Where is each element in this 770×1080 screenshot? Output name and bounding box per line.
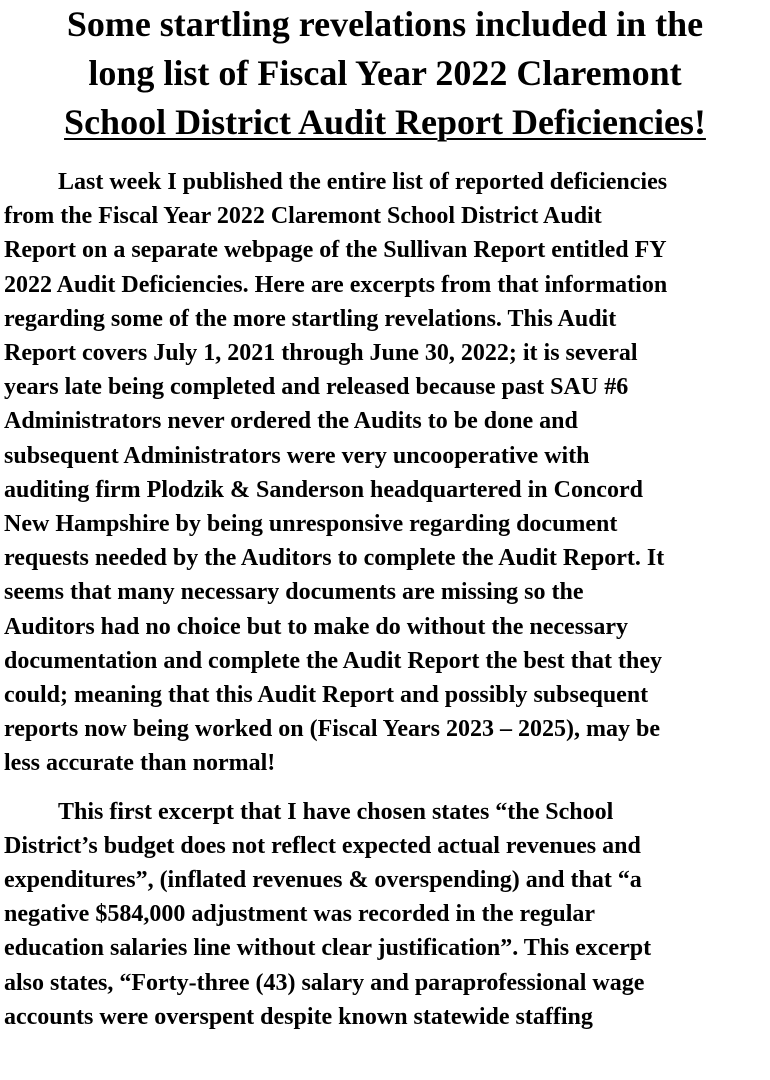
- article-title: [0, 0, 770, 147]
- text-line: Last week I published the entire list of reported deficiencies: [58, 169, 668, 195]
- text-line: documentation and complete the Audit Report the best that they: [4, 647, 662, 674]
- text-line: negative $584,000 adjustment was recorded in the regular: [4, 901, 596, 928]
- text-line: accounts were overspent despite known statewide staffing: [4, 1003, 593, 1030]
- text-line: auditing firm Plodzik & Sanderson headquartered in Concord: [4, 476, 643, 503]
- text-line: also states, “Forty-three (43) salary and paraprofessional wage: [4, 969, 645, 996]
- text-line: could; meaning that this Audit Report and possibly subsequent: [4, 682, 649, 709]
- text-line: subsequent Administrators were very uncooperative with: [4, 442, 590, 469]
- text-line: District’s budget does not reflect expected actual revenues and: [4, 832, 641, 859]
- title-line-3: School District Audit Report Deficiencies!: [64, 102, 706, 142]
- paragraph-2: [4, 795, 770, 1034]
- title-line-1: Some startling revelations included in the: [66, 4, 704, 44]
- text-line: years late being completed and released because past SAU #6: [4, 374, 629, 401]
- text-line: This first excerpt that I have chosen states “the School: [58, 798, 614, 825]
- text-line: Administrators never ordered the Audits to be done and: [4, 408, 578, 435]
- text-line: Report on a separate webpage of the Sullivan Report entitled FY: [4, 237, 667, 264]
- text-line: Report covers July 1, 2021 through June 30, 2022; it is several: [4, 340, 638, 367]
- text-line: expenditures”, (inflated revenues & overspending) and that “a: [4, 867, 642, 894]
- text-line: reports now being worked on (Fiscal Years 2023 – 2025), may be: [4, 716, 660, 743]
- text-line: 2022 Audit Deficiencies. Here are excerpts from that information: [4, 271, 668, 298]
- text-line: less accurate than normal!: [4, 750, 276, 777]
- text-line: requests needed by the Auditors to complete the Audit Report. It: [4, 545, 665, 572]
- text-line: from the Fiscal Year 2022 Claremont School District Audit: [4, 203, 602, 230]
- article-body: [0, 165, 770, 1034]
- text-line: regarding some of the more startling revelations. This Audit: [4, 305, 617, 332]
- text-line: New Hampshire by being unresponsive regarding document: [4, 511, 618, 538]
- text-line: education salaries line without clear justification”. This excerpt: [4, 935, 652, 962]
- title-line-2: long list of Fiscal Year 2022 Claremont: [88, 53, 682, 93]
- text-line: seems that many necessary documents are missing so the: [4, 579, 584, 606]
- text-line: Auditors had no choice but to make do without the necessary: [4, 613, 629, 640]
- paragraph-1: [4, 165, 770, 781]
